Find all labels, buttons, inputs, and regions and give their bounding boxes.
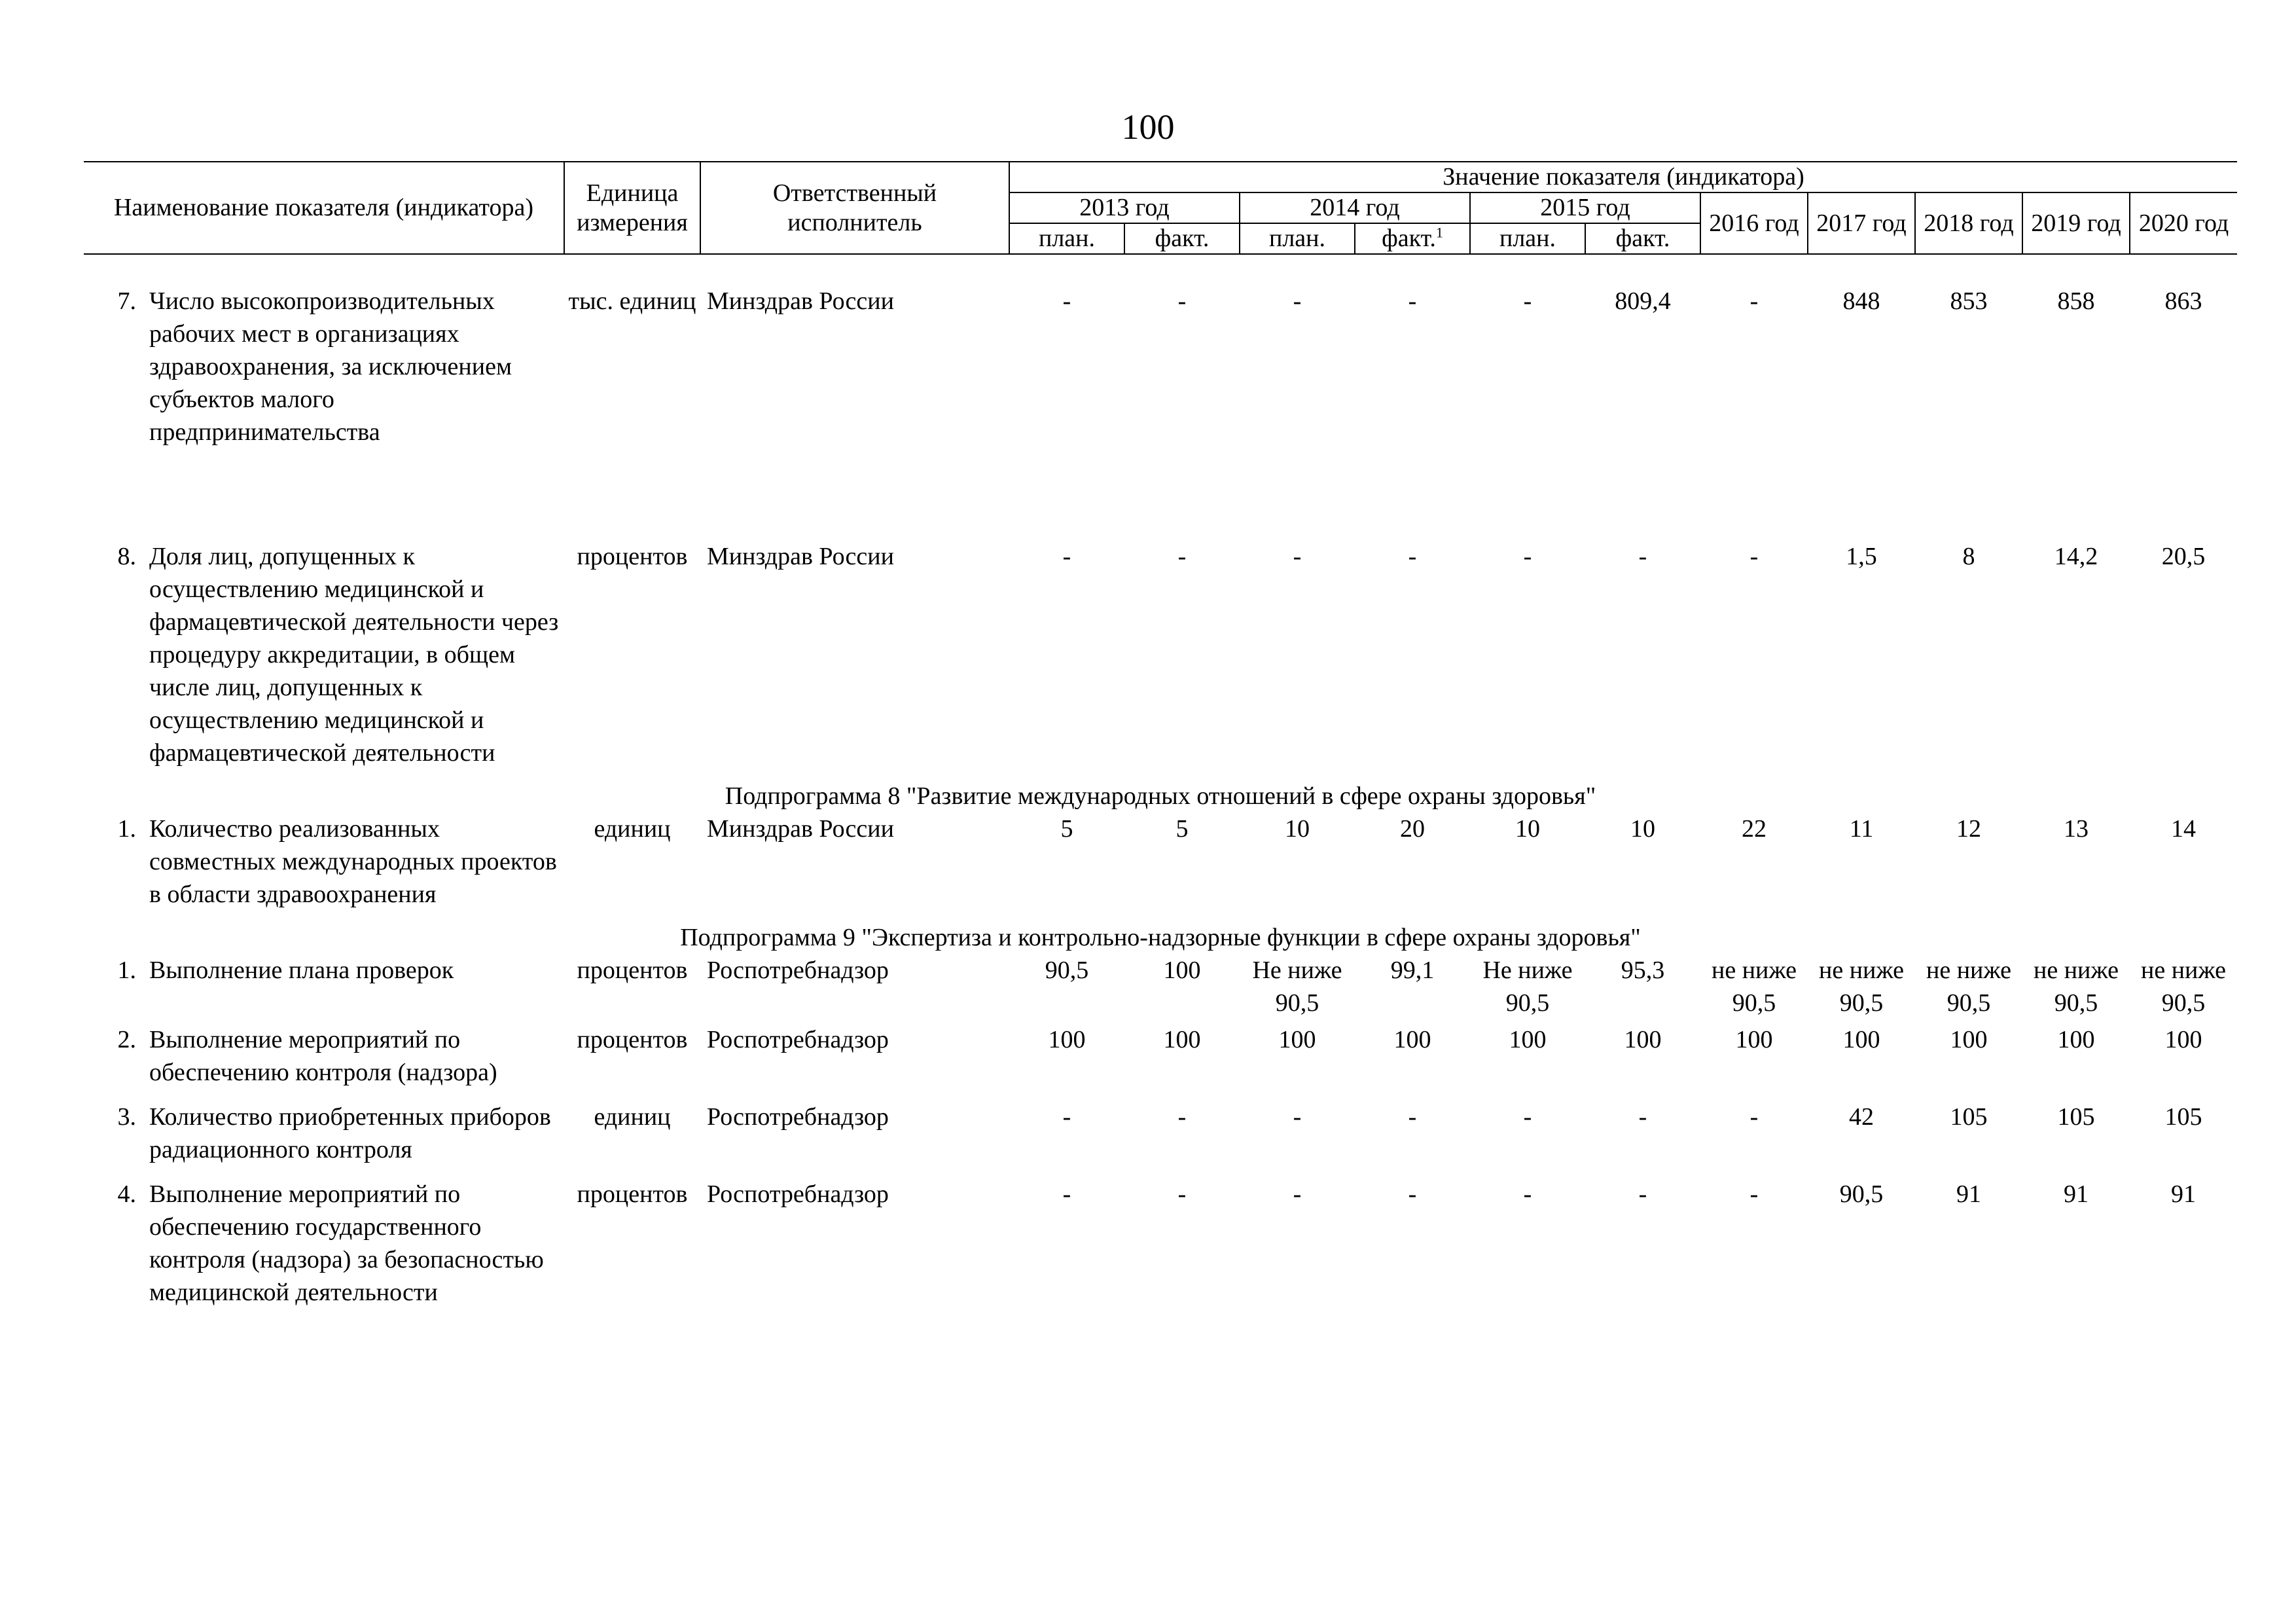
row-number: 1. [117,815,136,843]
row-number: 3. [117,1103,136,1131]
value-cell: 100 [1624,1026,1662,1053]
value-cell: 13 [2064,815,2089,843]
value-cell: 95,3 [1621,957,1665,984]
value-cell: не ниже 90,5 [1712,957,1797,1017]
value-cell: не ниже 90,5 [2141,957,2226,1017]
header-2013-plan: план. [1009,223,1124,254]
row-number: 7. [117,287,136,315]
header-unit-col: Единица измерения [564,162,700,254]
header-value-group: Значение показателя (индикатора) [1009,162,2237,192]
value-cell: - [1749,543,1759,570]
unit-of-measure: процентов [577,543,688,570]
value-cell: 12 [1956,815,1981,843]
value-cell: - [1408,1180,1417,1208]
footnote-mark: 1 [1435,224,1443,241]
value-cell: 100 [1393,1026,1431,1053]
indicator-name: Количество реализованных совместных международных проектов в области здравоохранения [149,815,557,908]
header-2019: 2019 год [2022,192,2130,254]
responsible-executor: Роспотребнадзор [707,957,889,984]
responsible-executor: Минздрав России [707,287,894,315]
header-2015-fact: факт. [1585,223,1700,254]
value-cell: - [1177,287,1187,315]
value-cell: - [1062,1103,1071,1131]
value-cell: 91 [1956,1180,1981,1208]
value-cell: 99,1 [1390,957,1435,984]
value-cell: 10 [1630,815,1655,843]
value-cell: 100 [2164,1026,2202,1053]
value-cell: 10 [1515,815,1540,843]
indicator-table [84,161,2237,1309]
value-cell: 10 [1285,815,1310,843]
table-row [84,254,2237,448]
value-cell: 91 [2171,1180,2196,1208]
value-cell: 1,5 [1846,543,1877,570]
header-name-col: Наименование показателя (индикатора) [84,162,564,254]
value-cell: - [1749,1180,1759,1208]
value-cell: 90,5 [1839,1180,1884,1208]
value-cell: - [1293,287,1302,315]
value-cell: 14 [2171,815,2196,843]
value-cell: 100 [2057,1026,2095,1053]
value-cell: 853 [1950,287,1988,315]
value-cell: - [1177,1103,1187,1131]
value-cell: 105 [1950,1103,1988,1131]
header-2014-fact [1355,223,1470,254]
responsible-executor: Роспотребнадзор [707,1103,889,1131]
indicator-name: Число высокопроизводительных рабочих мест в организациях здравоохранения, за исключением субъектов малого предпринимательства [149,287,512,446]
value-cell: 858 [2057,287,2095,315]
page-number: 100 [1121,107,1175,147]
value-cell: - [1523,1103,1532,1131]
row-number: 8. [117,543,136,570]
value-cell: 100 [1278,1026,1316,1053]
value-cell: - [1177,1180,1187,1208]
table-row [84,448,2237,769]
row-number: 2. [117,1026,136,1053]
value-cell: - [1638,1180,1647,1208]
header-2015-plan: план. [1470,223,1585,254]
value-cell: - [1638,1103,1647,1131]
header-2020: 2020 год [2130,192,2237,254]
unit-of-measure: тыс. единиц [568,287,696,315]
value-cell: 5 [1060,815,1073,843]
value-cell: 5 [1175,815,1189,843]
header-2015: 2015 год [1470,192,1700,223]
indicator-name: Количество приобретенных приборов радиационного контроля [149,1103,551,1163]
indicator-name: Выполнение мероприятий по обеспечению государственного контроля (надзора) за безопасностью медицинской деятельности [149,1180,544,1306]
value-cell: 11 [1849,815,1874,843]
header-resp-col: Ответственный исполнитель [700,162,1009,254]
header-2014-fact-label: факт. [1382,225,1436,252]
value-cell: - [1062,1180,1071,1208]
responsible-executor: Минздрав России [707,815,894,843]
value-cell: не ниже 90,5 [1819,957,1904,1017]
unit-of-measure: процентов [577,1026,688,1053]
value-cell: 863 [2164,287,2202,315]
row-number: 1. [117,957,136,984]
header-2017: 2017 год [1808,192,1915,254]
header-2013: 2013 год [1009,192,1240,223]
table-row [84,954,2237,1019]
table-row [84,1019,2237,1089]
value-cell: Не ниже 90,5 [1482,957,1573,1017]
value-cell: 100 [1735,1026,1773,1053]
value-cell: 100 [1048,1026,1086,1053]
value-cell: 90,5 [1045,957,1089,984]
unit-of-measure: единиц [594,815,671,843]
value-cell: 105 [2057,1103,2095,1131]
value-cell: - [1062,543,1071,570]
value-cell: 14,2 [2054,543,2098,570]
value-cell: - [1293,1180,1302,1208]
value-cell: 100 [1950,1026,1988,1053]
value-cell: 848 [1842,287,1880,315]
value-cell: 20 [1400,815,1425,843]
value-cell: 91 [2064,1180,2089,1208]
table-row [84,1166,2237,1309]
value-cell: 100 [1509,1026,1547,1053]
unit-of-measure: единиц [594,1103,671,1131]
value-cell: - [1408,287,1417,315]
value-cell: - [1523,287,1532,315]
value-cell: - [1749,287,1759,315]
header-2016: 2016 год [1700,192,1808,254]
header-2013-fact: факт. [1124,223,1240,254]
indicator-name: Выполнение плана проверок [149,957,454,984]
responsible-executor: Роспотребнадзор [707,1026,889,1053]
value-cell: - [1293,1103,1302,1131]
value-cell: - [1749,1103,1759,1131]
unit-of-measure: процентов [577,957,688,984]
responsible-executor: Минздрав России [707,543,894,570]
unit-of-measure: процентов [577,1180,688,1208]
indicator-name: Доля лиц, допущенных к осуществлению медицинской и фармацевтической деятельности через процедуру аккредитации, в общем числе лиц, допущенных к осуществлению медицинской и фармацевтической деятельности [149,543,559,767]
value-cell: 22 [1742,815,1767,843]
value-cell: не ниже 90,5 [1926,957,2011,1017]
value-cell: - [1523,543,1532,570]
row-number: 4. [117,1180,136,1208]
value-cell: Не ниже 90,5 [1252,957,1342,1017]
value-cell: 8 [1962,543,1975,570]
responsible-executor: Роспотребнадзор [707,1180,889,1208]
header-2014: 2014 год [1240,192,1470,223]
indicator-name: Выполнение мероприятий по обеспечению контроля (надзора) [149,1026,497,1086]
value-cell: 42 [1849,1103,1874,1131]
value-cell: не ниже 90,5 [2034,957,2119,1017]
value-cell: - [1523,1180,1532,1208]
value-cell: - [1293,543,1302,570]
value-cell: 100 [1842,1026,1880,1053]
value-cell: 20,5 [2161,543,2206,570]
value-cell: - [1177,543,1187,570]
header-2018: 2018 год [1915,192,2022,254]
value-cell: 100 [1163,1026,1201,1053]
value-cell: 809,4 [1615,287,1671,315]
value-cell: 105 [2164,1103,2202,1131]
header-2014-plan: план. [1240,223,1355,254]
value-cell: - [1638,543,1647,570]
subprogram-9-heading: Подпрограмма 9 "Экспертиза и контрольно-надзорные функции в сфере охраны здоровья" [680,924,1641,951]
value-cell: - [1062,287,1071,315]
table-row [84,1089,2237,1166]
value-cell: - [1408,1103,1417,1131]
table-row [84,812,2237,911]
value-cell: - [1408,543,1417,570]
value-cell: 100 [1163,957,1201,984]
subprogram-8-heading: Подпрограмма 8 "Развитие международных отношений в сфере охраны здоровья" [725,782,1596,810]
